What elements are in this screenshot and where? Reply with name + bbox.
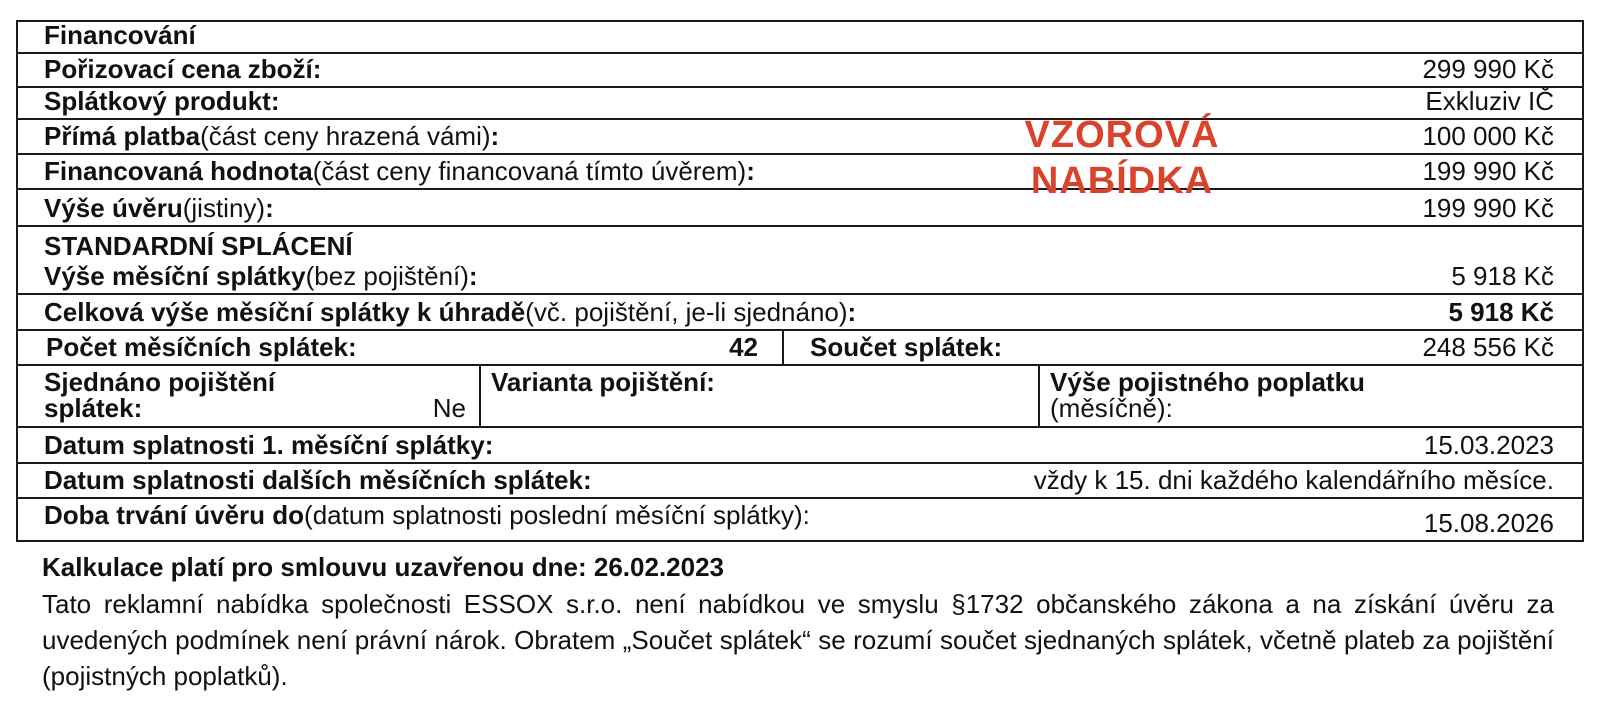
count-sum-divider bbox=[782, 331, 784, 364]
duration-label: Doba trvání úvěru do bbox=[44, 500, 305, 530]
standard-title: STANDARDNÍ SPLÁCENÍ bbox=[44, 231, 353, 261]
loan-amount-value: 199 990 Kč bbox=[1422, 193, 1554, 223]
product-label: Splátkový produkt: bbox=[44, 86, 280, 116]
financed-value-value: 199 990 Kč bbox=[1422, 156, 1554, 186]
first-due-row bbox=[18, 428, 1582, 464]
monthly-payment-row: Výše měsíční splátky (bez pojištění) : 5 918 Kč bbox=[18, 263, 1582, 295]
product-value: Exkluziv IČ bbox=[1425, 86, 1554, 116]
sum-value: 248 556 Kč bbox=[1422, 332, 1554, 362]
loan-amount-note: (jistiny) bbox=[182, 193, 266, 223]
direct-payment-value: 100 000 Kč bbox=[1422, 121, 1554, 151]
purchase-price-label: Pořizovací cena zboží: bbox=[44, 54, 322, 84]
count-label: Počet měsíčních splátek: bbox=[46, 332, 357, 362]
insurance-row: Sjednáno pojištění splátek: Ne Varianta pojištění: Výše pojistného poplatku (měsíčně): bbox=[18, 366, 1582, 428]
total-monthly-row: Celková výše měsíční splátky k úhradě (vč. pojištění, je-li sjednáno) : 5 918 Kč bbox=[18, 295, 1582, 331]
insurance-divider-2 bbox=[1038, 366, 1040, 426]
financed-value-label: Financovaná hodnota bbox=[44, 156, 313, 186]
total-monthly-value: 5 918 Kč bbox=[1448, 297, 1554, 327]
direct-payment-row: Přímá platba (část ceny hrazená vámi) : 100 000 Kč bbox=[18, 120, 1582, 155]
footer bbox=[42, 550, 1554, 694]
count-value: 42 bbox=[729, 332, 758, 362]
financing-header-row bbox=[18, 22, 1582, 54]
purchase-price-row bbox=[18, 54, 1582, 88]
financing-title: Financování bbox=[44, 20, 196, 50]
duration-row: Doba trvání úvěru do (datum splatnosti poslední měsíční splátky) : 15.08.2026 bbox=[44, 500, 1554, 538]
standard-header-row bbox=[18, 227, 1582, 263]
product-row bbox=[18, 88, 1582, 120]
duration-note: (datum splatnosti poslední měsíční splátky) bbox=[304, 500, 803, 530]
financing-table bbox=[16, 20, 1584, 542]
disclaimer-text: Tato reklamní nabídka společnosti ESSOX s.r.o. není nabídkou ve smyslu §1732 občanského zákona a na získání úvěru za uvedených podmínek není právní nárok. Obratem „Součet splátek“ se rozumí součet sjednaných splátek, včetně plateb za pojištění (pojistných poplatků). bbox=[42, 589, 1554, 691]
purchase-price-value: 299 990 Kč bbox=[1422, 54, 1554, 84]
total-monthly-label: Celková výše měsíční splátky k úhradě bbox=[44, 297, 526, 327]
direct-payment-label: Přímá platba bbox=[44, 121, 201, 151]
next-due-value: vždy k 15. dni každého kalendářního měsíce. bbox=[1033, 465, 1554, 495]
next-due-row bbox=[18, 464, 1582, 499]
count-sum-row bbox=[18, 331, 1582, 366]
monthly-payment-value: 5 918 Kč bbox=[1451, 261, 1554, 291]
loan-amount-row: Výše úvěru (jistiny) : 199 990 Kč bbox=[18, 190, 1582, 227]
monthly-payment-label: Výše měsíční splátky bbox=[44, 261, 306, 291]
loan-amount-label: Výše úvěru bbox=[44, 193, 183, 223]
sample-offer-watermark: VZOROVÁ NABÍDKA bbox=[1024, 114, 1220, 202]
calculation-valid-title: Kalkulace platí pro smlouvu uzavřenou dne: 26.02.2023 bbox=[42, 552, 725, 582]
duration-value: 15.08.2026 bbox=[1423, 508, 1554, 538]
insurance-agreed-value: Ne bbox=[432, 393, 466, 423]
financed-value-row: Financovaná hodnota (část ceny financovaná tímto úvěrem) : 199 990 Kč bbox=[18, 155, 1582, 190]
direct-payment-note: (část ceny hrazená vámi) bbox=[200, 121, 491, 151]
sum-label: Součet splátek: bbox=[810, 332, 1003, 362]
first-due-value: 15.03.2023 bbox=[1423, 430, 1554, 460]
insurance-agreed-label: Sjednáno pojištění bbox=[44, 367, 276, 397]
monthly-payment-note: (bez pojištění) bbox=[305, 261, 469, 291]
next-due-label: Datum splatnosti dalších měsíčních splátek: bbox=[44, 465, 592, 495]
insurance-divider-1 bbox=[479, 366, 481, 426]
total-monthly-note: (vč. pojištění, je-li sjednáno) bbox=[525, 297, 848, 327]
financed-value-note: (část ceny financovaná tímto úvěrem) bbox=[312, 156, 747, 186]
first-due-label: Datum splatnosti 1. měsíční splátky: bbox=[44, 430, 494, 460]
insurance-fee-label: Výše pojistného poplatku bbox=[1050, 367, 1365, 397]
insurance-variant-label: Varianta pojištění: bbox=[491, 367, 715, 397]
